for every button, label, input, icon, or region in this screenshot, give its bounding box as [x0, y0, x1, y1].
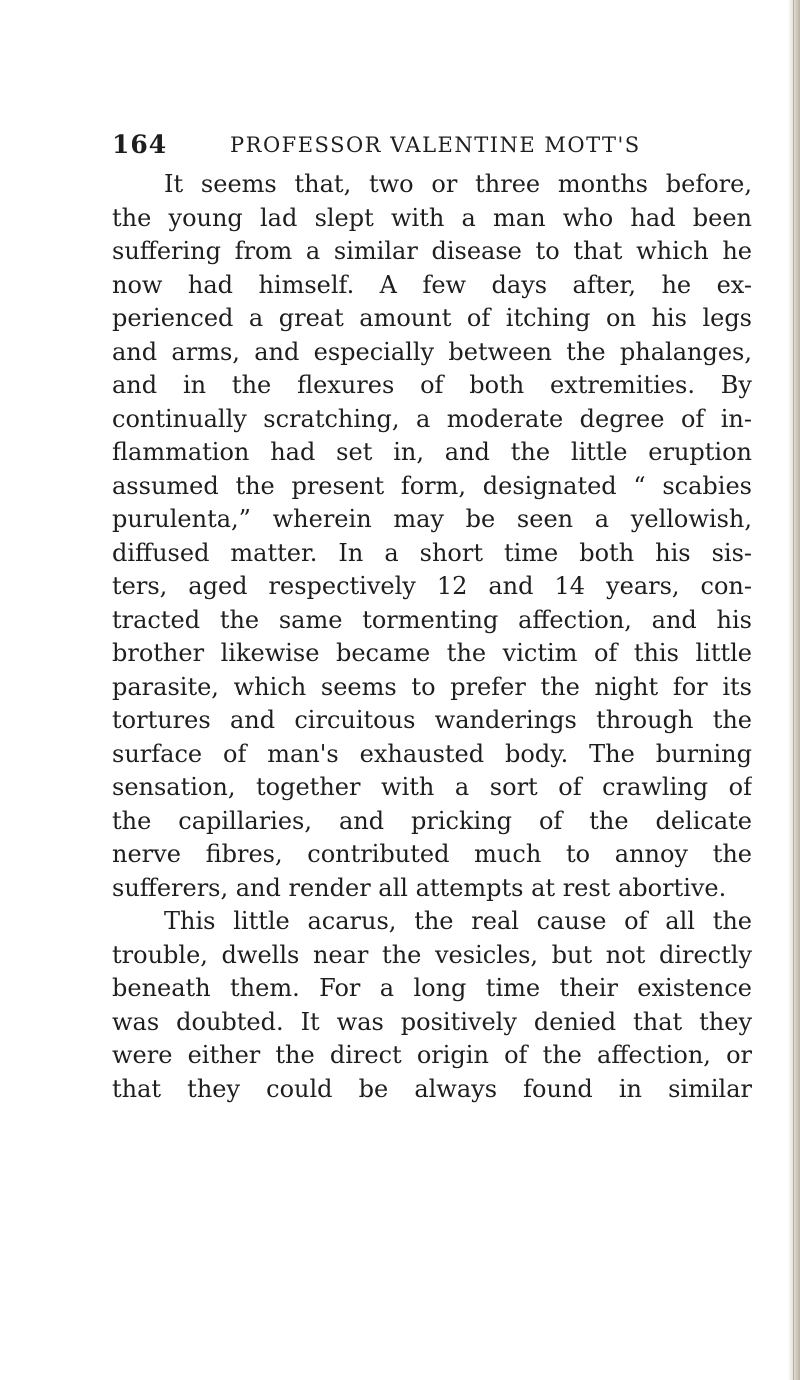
text-line: were either the direct origin of the affection, or — [112, 1041, 752, 1069]
text-line: It seems that, two or three months before, — [164, 170, 752, 198]
running-head — [112, 125, 752, 165]
text-line: suffering from a similar disease to that which he — [112, 237, 752, 265]
text-line: nerve fibres, contributed much to annoy the — [112, 840, 752, 868]
text-line: was doubted. It was positively denied that they — [112, 1007, 752, 1036]
text-line: ters, aged respectively 12 and 14 years, con- — [112, 572, 752, 600]
page-edge-line — [793, 0, 794, 1380]
running-title: PROFESSOR VALENTINE MOTT'S — [230, 133, 641, 157]
text-line: now had himself. A few days after, he ex- — [112, 270, 752, 299]
text-line: the young lad slept with a man who had been — [112, 203, 752, 232]
text-line: purulenta,” wherein may be seen a yellowish, — [112, 505, 752, 533]
text-line: the capillaries, and pricking of the delicate — [112, 806, 752, 835]
text-line: tracted the same tormenting affection, and his — [112, 605, 752, 634]
text-line: that they could be always found in similar — [112, 1074, 752, 1103]
text-line: tortures and circuitous wanderings through the — [112, 706, 752, 734]
page-edge-shadow — [788, 0, 800, 1380]
text-line: perienced a great amount of itching on his legs — [112, 304, 752, 332]
text-line: diffused matter. In a short time both his sis- — [112, 538, 752, 567]
text-line: sufferers, and render all attempts at rest abortive. — [112, 873, 727, 902]
page-number: 164 — [112, 130, 168, 159]
text-line: and arms, and especially between the phalanges, — [112, 337, 752, 366]
text-line: continually scratching, a moderate degree of in- — [112, 404, 752, 433]
text-line: beneath them. For a long time their existence — [112, 974, 752, 1002]
text-line: surface of man's exhausted body. The burning — [112, 739, 752, 768]
text-line: This little acarus, the real cause of all the — [164, 907, 752, 935]
text-line: sensation, together with a sort of crawling of — [112, 773, 752, 801]
text-line: trouble, dwells near the vesicles, but not directly — [112, 940, 752, 969]
text-line: parasite, which seems to prefer the night for its — [112, 672, 752, 701]
text-line: flammation had set in, and the little eruption — [112, 438, 752, 466]
text-line: brother likewise became the victim of this little — [112, 639, 752, 667]
text-line: assumed the present form, designated “ scabies — [112, 471, 752, 500]
body-text — [112, 168, 752, 1106]
text-line: and in the flexures of both extremities. By — [112, 371, 752, 399]
